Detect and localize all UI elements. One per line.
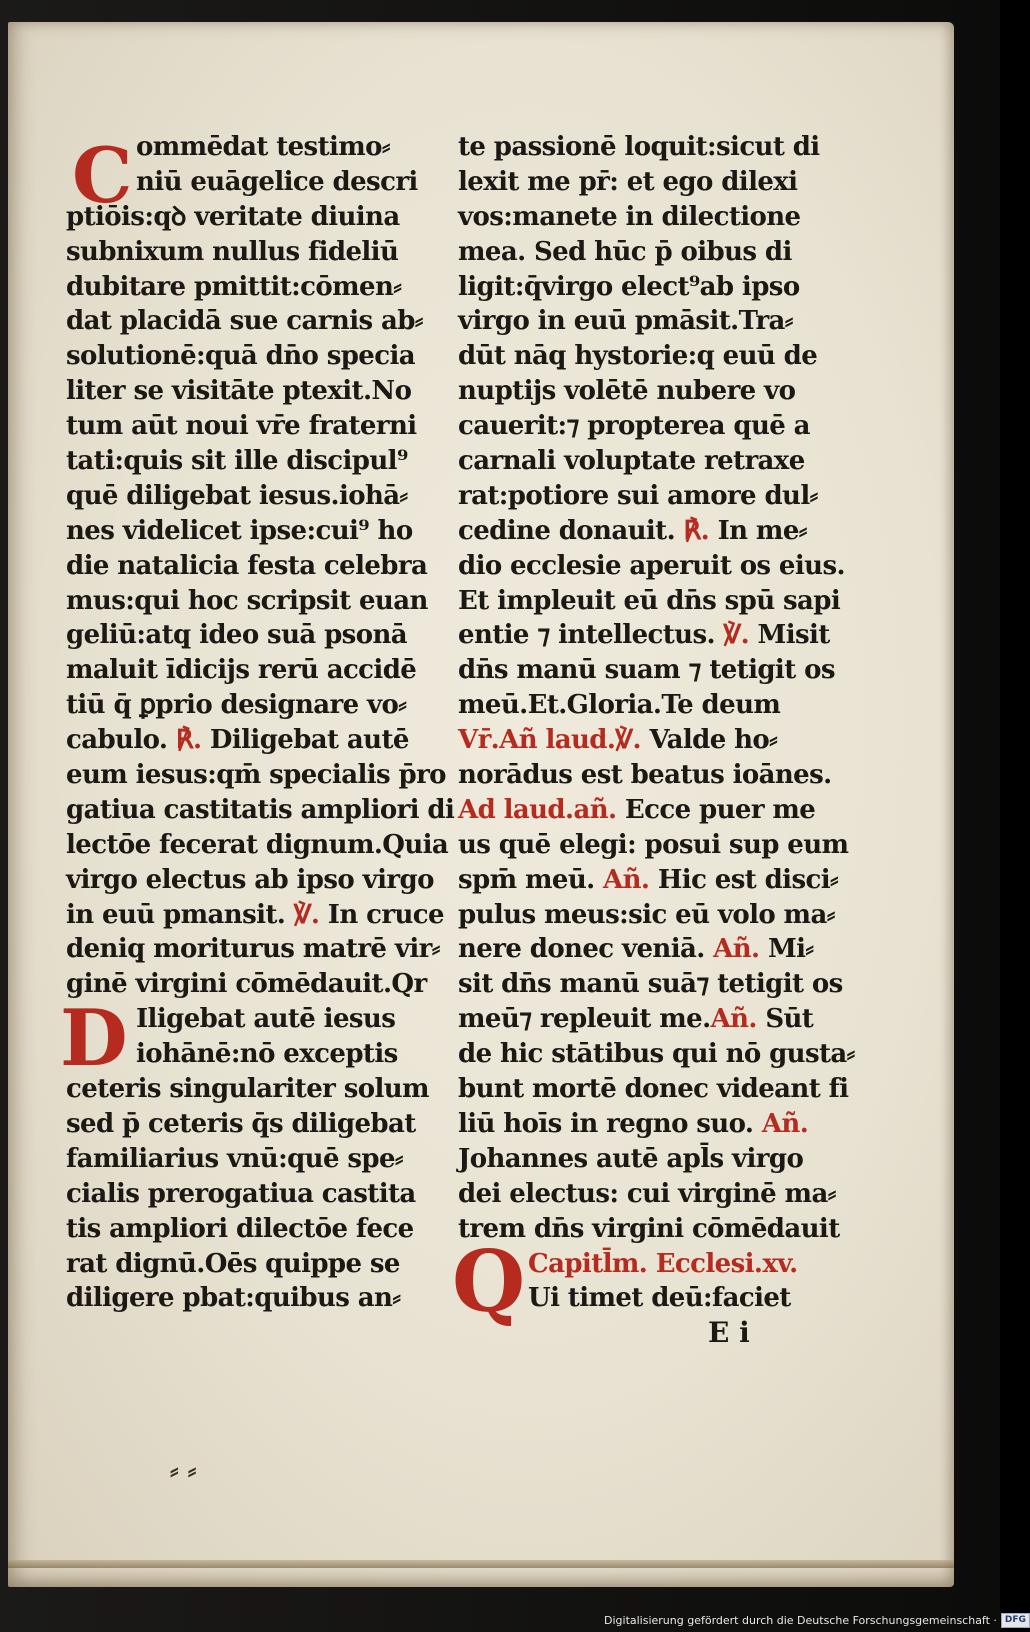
text-line: tiū q̄ ꝑprio designare vo⸗ [66,690,407,721]
text-line: carnali voluptate retraxe [458,446,805,477]
text-segment: Diligebat autē [209,725,409,756]
text-segment: In cruce [327,899,444,930]
text-line: vos:manete in dilectione [458,201,801,232]
text-line: gatiua castitatis ampliori di [66,794,455,825]
text-segment: cedine donauit. [458,515,676,546]
dfg-logo: DFG [1001,1613,1030,1628]
text-segment: Qr [391,969,427,1000]
text-line: cauerit:⁊ propterea quē a [458,411,810,442]
text-line: nes videlicet ipse:cui⁹ ho [66,515,413,546]
text-line [458,932,838,967]
text-line: dat placidā sue carnis ab⸗ [66,306,423,337]
text-line: deniq̧ moriturus matrē vir⸗ [66,934,440,965]
text-segment: cabulo. [66,725,168,756]
rubric-marker: Ad laud.añ. [458,794,617,825]
text-segment: liū hoīs in regno suo. [458,1108,754,1139]
text-line: Iligebat autē iesus [136,1004,396,1035]
rubric-marker: Añ. [761,1108,809,1139]
text-line: te passionē loquit:sicut di [458,132,820,162]
text-segment: Mi⸗ [767,934,814,965]
text-line [458,514,838,549]
text-line [458,1107,838,1142]
rubric-marker: Añ. [713,934,760,965]
stray-ink-mark: ⸗ ⸗ [170,1456,197,1486]
text-line: mea. Sed hūc p̄ oibus di [458,236,792,267]
text-line: norādus est beatus ioānes. [458,760,832,791]
text-line: bunt mortē donec videant fi [458,1074,849,1105]
text-line: dio ecclesie aperuit os eius. [458,550,845,581]
page-edge [8,1560,954,1568]
initial-letter-q: Q [452,1232,526,1331]
text-line: nuptijs volētē nubere vo [458,376,796,407]
text-line: de hic stātibus qui nō gusta⸗ [458,1039,855,1070]
text-line [458,793,838,828]
text-line: iohānē:nō exceptis [136,1039,398,1070]
signature-mark: E i [708,1316,750,1349]
rubric-marker: ℟. [175,725,202,756]
text-segment: meū⁊ repleuit me. [458,1004,711,1035]
text-line: tum aūt noui vr̄e fraterni [66,411,417,442]
text-line: Et impleuit eū dn̄s spū sapi [458,585,841,616]
text-line: ligit:q̄virgo elect⁹ab ipso [458,271,800,302]
text-segment: entie ⁊ intellectus. [458,620,715,651]
rubric-marker: ℟. [683,515,710,546]
text-line: sed p̄ ceteris q̄s diligebat [66,1108,416,1139]
text-line: us quē elegi: posui sup eum [458,829,849,860]
text-segment: spm̄ meū. [458,864,595,895]
text-line: pulus meus:sic eū volo ma⸗ [458,899,835,930]
text-segment: in euū pmansit. [66,899,286,930]
text-segment: Sūt [765,1004,814,1035]
text-line: Ui timet deū:faciet [528,1283,791,1314]
text-line: solutionē:quā dn̄o specia [66,341,416,372]
initial-letter-d: D [60,993,128,1084]
rubric-marker: ℣. [293,899,320,930]
text-line [458,618,838,653]
text-line [458,863,838,898]
text-segment: Valde ho⸗ [649,725,778,756]
text-line: geliū:atq̧ ideo suā psonā [66,620,408,651]
text-line: rat:potiore sui amore dul⸗ [458,480,818,511]
text-line: liter se visitāte ptexit.No [66,376,412,407]
text-line: lexit me pr̄: et ego dilexi [458,166,798,197]
text-line: diligere pbat:quibus an⸗ [66,1283,401,1314]
rubric-marker: ℣. [723,620,750,651]
text-line: virgo in euū pmāsit.Tra⸗ [458,306,793,337]
text-line [66,723,436,758]
text-line: maluit īdicijs rerū accidē [66,655,417,686]
text-line: dn̄s manū suam ⁊ tetigit os [458,655,835,686]
text-line: virgo electus ab ipso virgo [66,864,434,895]
text-line: eum iesus:qm̄ specialis p̄ro [66,760,446,791]
digitization-credit [604,1611,1030,1629]
text-line: mus:qui hoc scripsit euan [66,585,428,616]
text-line: meū.Et.Gloria.Te deum [458,690,781,721]
text-line [66,898,444,933]
credit-text: Digitalisierung gefördert durch die Deutsche Forschungsgemeinschaft · [604,1613,997,1627]
rubric-marker: Añ. [603,864,650,895]
text-line: familiarius vnū:quē spe⸗ [66,1143,403,1174]
text-line: trem dn̄s virgini cōmēdauit [458,1213,840,1244]
text-line: sit dn̄s manū suā⁊ tetigit os [458,969,843,1000]
text-segment: nere donec veniā. [458,934,705,965]
text-line: ptiōis:qꝺ veritate diuina [66,201,400,232]
right-text-column [458,130,855,1316]
text-line: quē diligebat iesus.iohā⸗ [66,480,408,511]
text-line: dūt nāq̧ hystorie:q euū de [458,341,818,372]
rubric-marker: Añ. [710,1004,757,1035]
text-line [458,1247,838,1282]
text-line: ceteris singulariter solum [66,1074,429,1105]
text-line: dei electus: cui virginē ma⸗ [458,1178,836,1209]
text-segment: In me⸗ [717,515,807,546]
text-segment: Misit [757,620,830,651]
text-line [66,967,436,1002]
text-segment: Ecce puer me [624,794,816,825]
text-line: Johannes autē apl̄s virgo [458,1143,804,1174]
text-segment: ginē virgini cōmēdauit. [66,969,392,1000]
text-line: tati:quis sit ille discipul⁹ [66,446,408,477]
text-line: die natalicia festa celebra [66,550,428,581]
text-line: subnixum nullus fideliū [66,236,399,267]
text-segment: Hic est disci⸗ [657,864,839,895]
text-line: ommēdat testimo⸗ [136,132,390,162]
text-line: dubitare pmittit:cōmen⸗ [66,271,402,302]
chapter-heading: Capitl̄m. Ecclesi.xv. [528,1248,798,1279]
left-text-column [66,130,455,1316]
rubric-marker: Vr̄.Añ laud.℣. [458,725,641,756]
initial-letter-c: C [72,131,133,220]
text-line: tis ampliori dilectōe fece [66,1213,414,1244]
text-line: lectōe fecerat dignum.Quia [66,829,449,860]
text-line: niū euāgelice descri [136,166,418,197]
text-line [458,1002,838,1037]
text-line [458,723,838,758]
text-line: rat dignū.Oēs quippe se [66,1248,400,1279]
text-line: cialis prerogatiua castita [66,1178,416,1209]
